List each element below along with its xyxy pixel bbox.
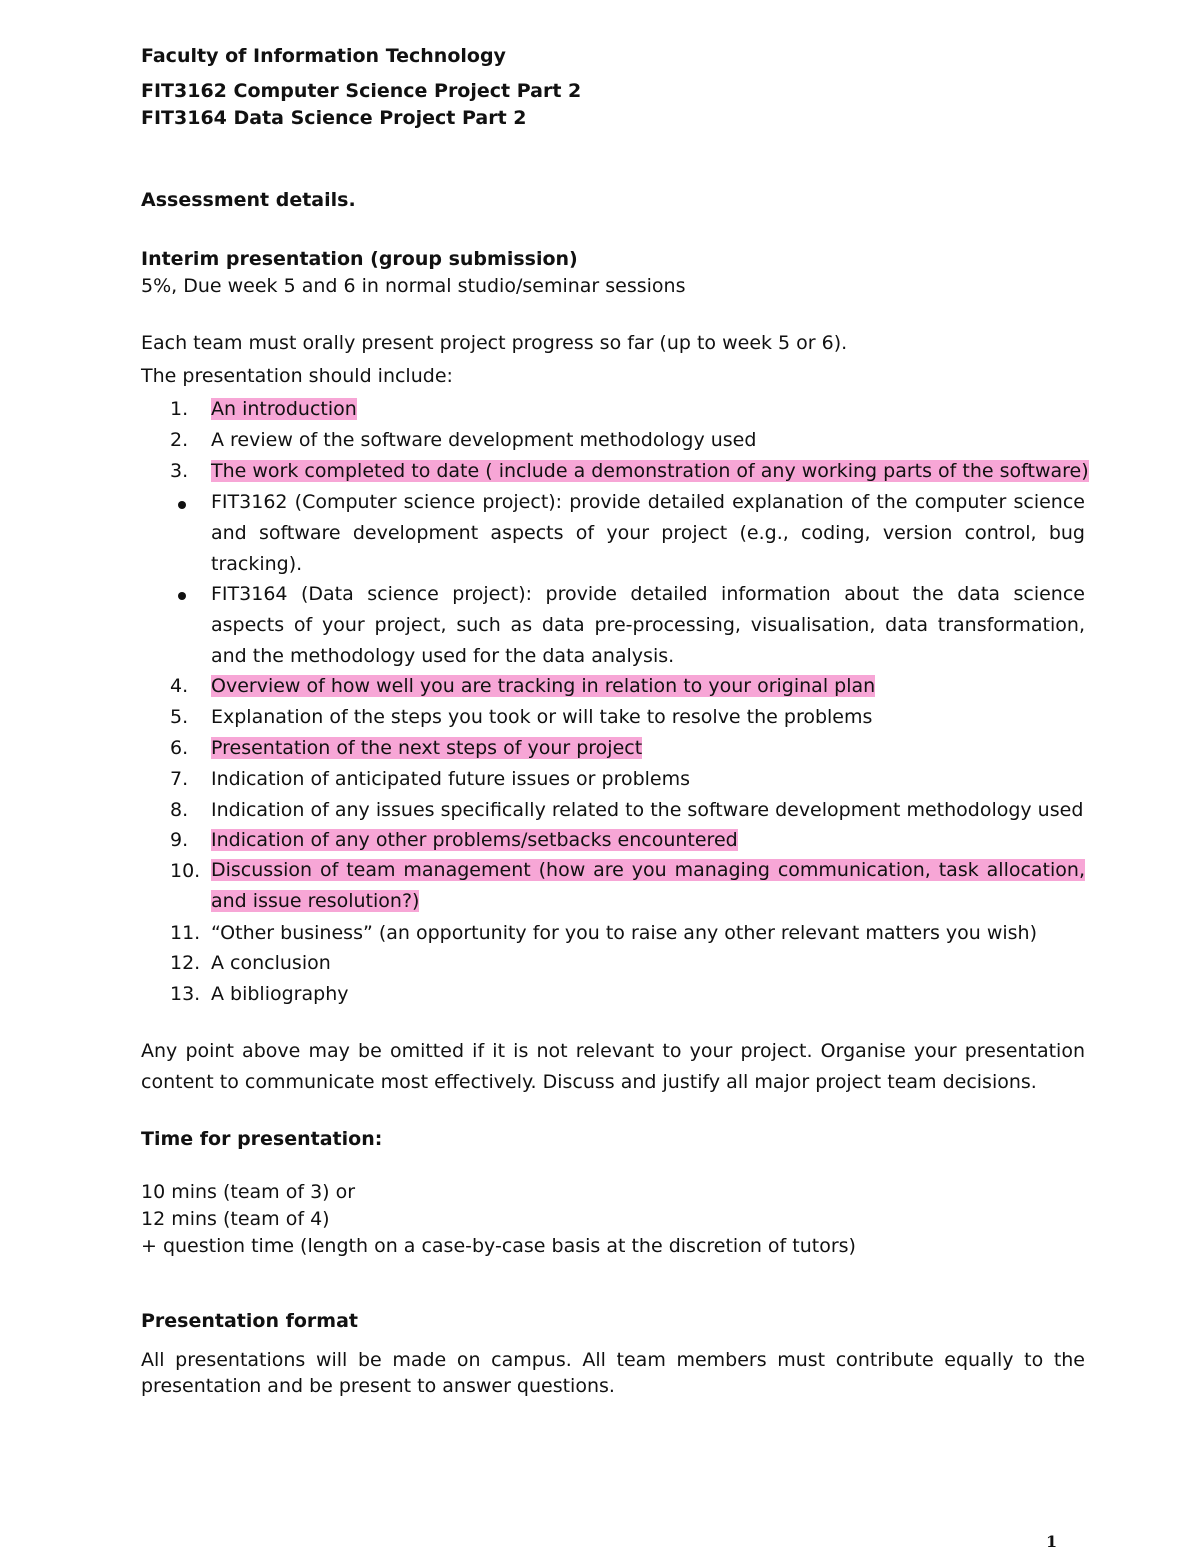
- list-number: 5.: [170, 706, 189, 728]
- list-item: [211, 855, 1085, 917]
- time-line-3: + question time (length on a case-by-case basis at the discretion of tutors): [141, 1235, 856, 1257]
- bullet-text-fit3162: FIT3162 (Computer science project): provide detailed explanation of the computer science and software development aspects of your project (e.g., coding, version control, bug tracking).: [211, 491, 1085, 575]
- time-heading: Time for presentation:: [141, 1128, 383, 1150]
- time-line-2: 12 mins (team of 4): [141, 1208, 330, 1230]
- list-item: [211, 428, 756, 452]
- list-number: 4.: [170, 675, 189, 697]
- list-item-text: Explanation of the steps you took or will take to resolve the problems: [211, 706, 873, 728]
- list-item-text: The work completed to date ( include a demonstration of any working parts of the software): [211, 460, 1089, 482]
- faculty-heading: Faculty of Information Technology: [141, 45, 506, 67]
- list-item-text: “Other business” (an opportunity for you to raise any other relevant matters you wish): [211, 922, 1038, 944]
- unit-title-fit3162: FIT3162 Computer Science Project Part 2: [141, 80, 582, 102]
- should-include: The presentation should include:: [141, 365, 453, 387]
- list-item-text: Indication of anticipated future issues or problems: [211, 768, 691, 790]
- list-item: [211, 767, 690, 791]
- format-body: All presentations will be made on campus. All team members must contribute equally to the presentation and be present to answer questions.: [141, 1349, 1085, 1397]
- list-number: 9.: [170, 829, 189, 851]
- list-number: 6.: [170, 737, 189, 759]
- list-item-text: A review of the software development methodology used: [211, 429, 757, 451]
- list-item: [211, 798, 1083, 822]
- list-item-text: Presentation of the next steps of your project: [211, 737, 643, 759]
- unit-title-fit3164: FIT3164 Data Science Project Part 2: [141, 107, 527, 129]
- bullet-text-fit3164: FIT3164 (Data science project): provide detailed information about the data science aspects of your project, such as data pre-processing, visualisation, data transformation, and the methodology used for the data analysis.: [211, 583, 1085, 667]
- list-item: [211, 828, 738, 852]
- assessment-heading: Assessment details.: [141, 189, 356, 211]
- page-number: 1: [1046, 1532, 1058, 1551]
- list-number: 7.: [170, 768, 189, 790]
- time-line-1: 10 mins (team of 3) or: [141, 1181, 356, 1203]
- list-item-text: A conclusion: [211, 952, 331, 974]
- list-item-text: Indication of any other problems/setbacks encountered: [211, 829, 738, 851]
- list-number: 11.: [170, 922, 201, 944]
- list-item: [211, 921, 1037, 945]
- bullet-icon: [178, 501, 186, 509]
- list-item: [211, 397, 357, 421]
- list-number: 3.: [170, 460, 189, 482]
- list-item-text: A bibliography: [211, 983, 349, 1005]
- interim-weight: 5%, Due week 5 and 6 in normal studio/seminar sessions: [141, 275, 686, 297]
- list-item: [211, 736, 642, 760]
- list-number: 1.: [170, 398, 189, 420]
- interim-title: Interim presentation (group submission): [141, 248, 578, 270]
- list-item: [211, 982, 348, 1006]
- list-number: 10.: [170, 860, 201, 882]
- list-item-text: Indication of any issues specifically related to the software development methodology used: [211, 799, 1084, 821]
- list-item: [211, 951, 331, 975]
- list-number: 12.: [170, 952, 201, 974]
- list-item: [211, 459, 1089, 483]
- omit-note: Any point above may be omitted if it is not relevant to your project. Organise your presentation content to communicate most effectively. Discuss and justify all major project team decisions.: [141, 1040, 1085, 1093]
- list-item-text: An introduction: [211, 398, 357, 420]
- list-item: [211, 705, 872, 729]
- list-item: [211, 674, 875, 698]
- format-heading: Presentation format: [141, 1310, 358, 1332]
- list-number: 2.: [170, 429, 189, 451]
- list-item-text: Discussion of team management (how are you managing communication, task allocation, and issue resolution?): [211, 859, 1085, 912]
- bullet-icon: [178, 592, 186, 600]
- list-item-text: Overview of how well you are tracking in relation to your original plan: [211, 675, 876, 697]
- list-number: 8.: [170, 799, 189, 821]
- interim-intro: Each team must orally present project progress so far (up to week 5 or 6).: [141, 332, 848, 354]
- list-number: 13.: [170, 983, 201, 1005]
